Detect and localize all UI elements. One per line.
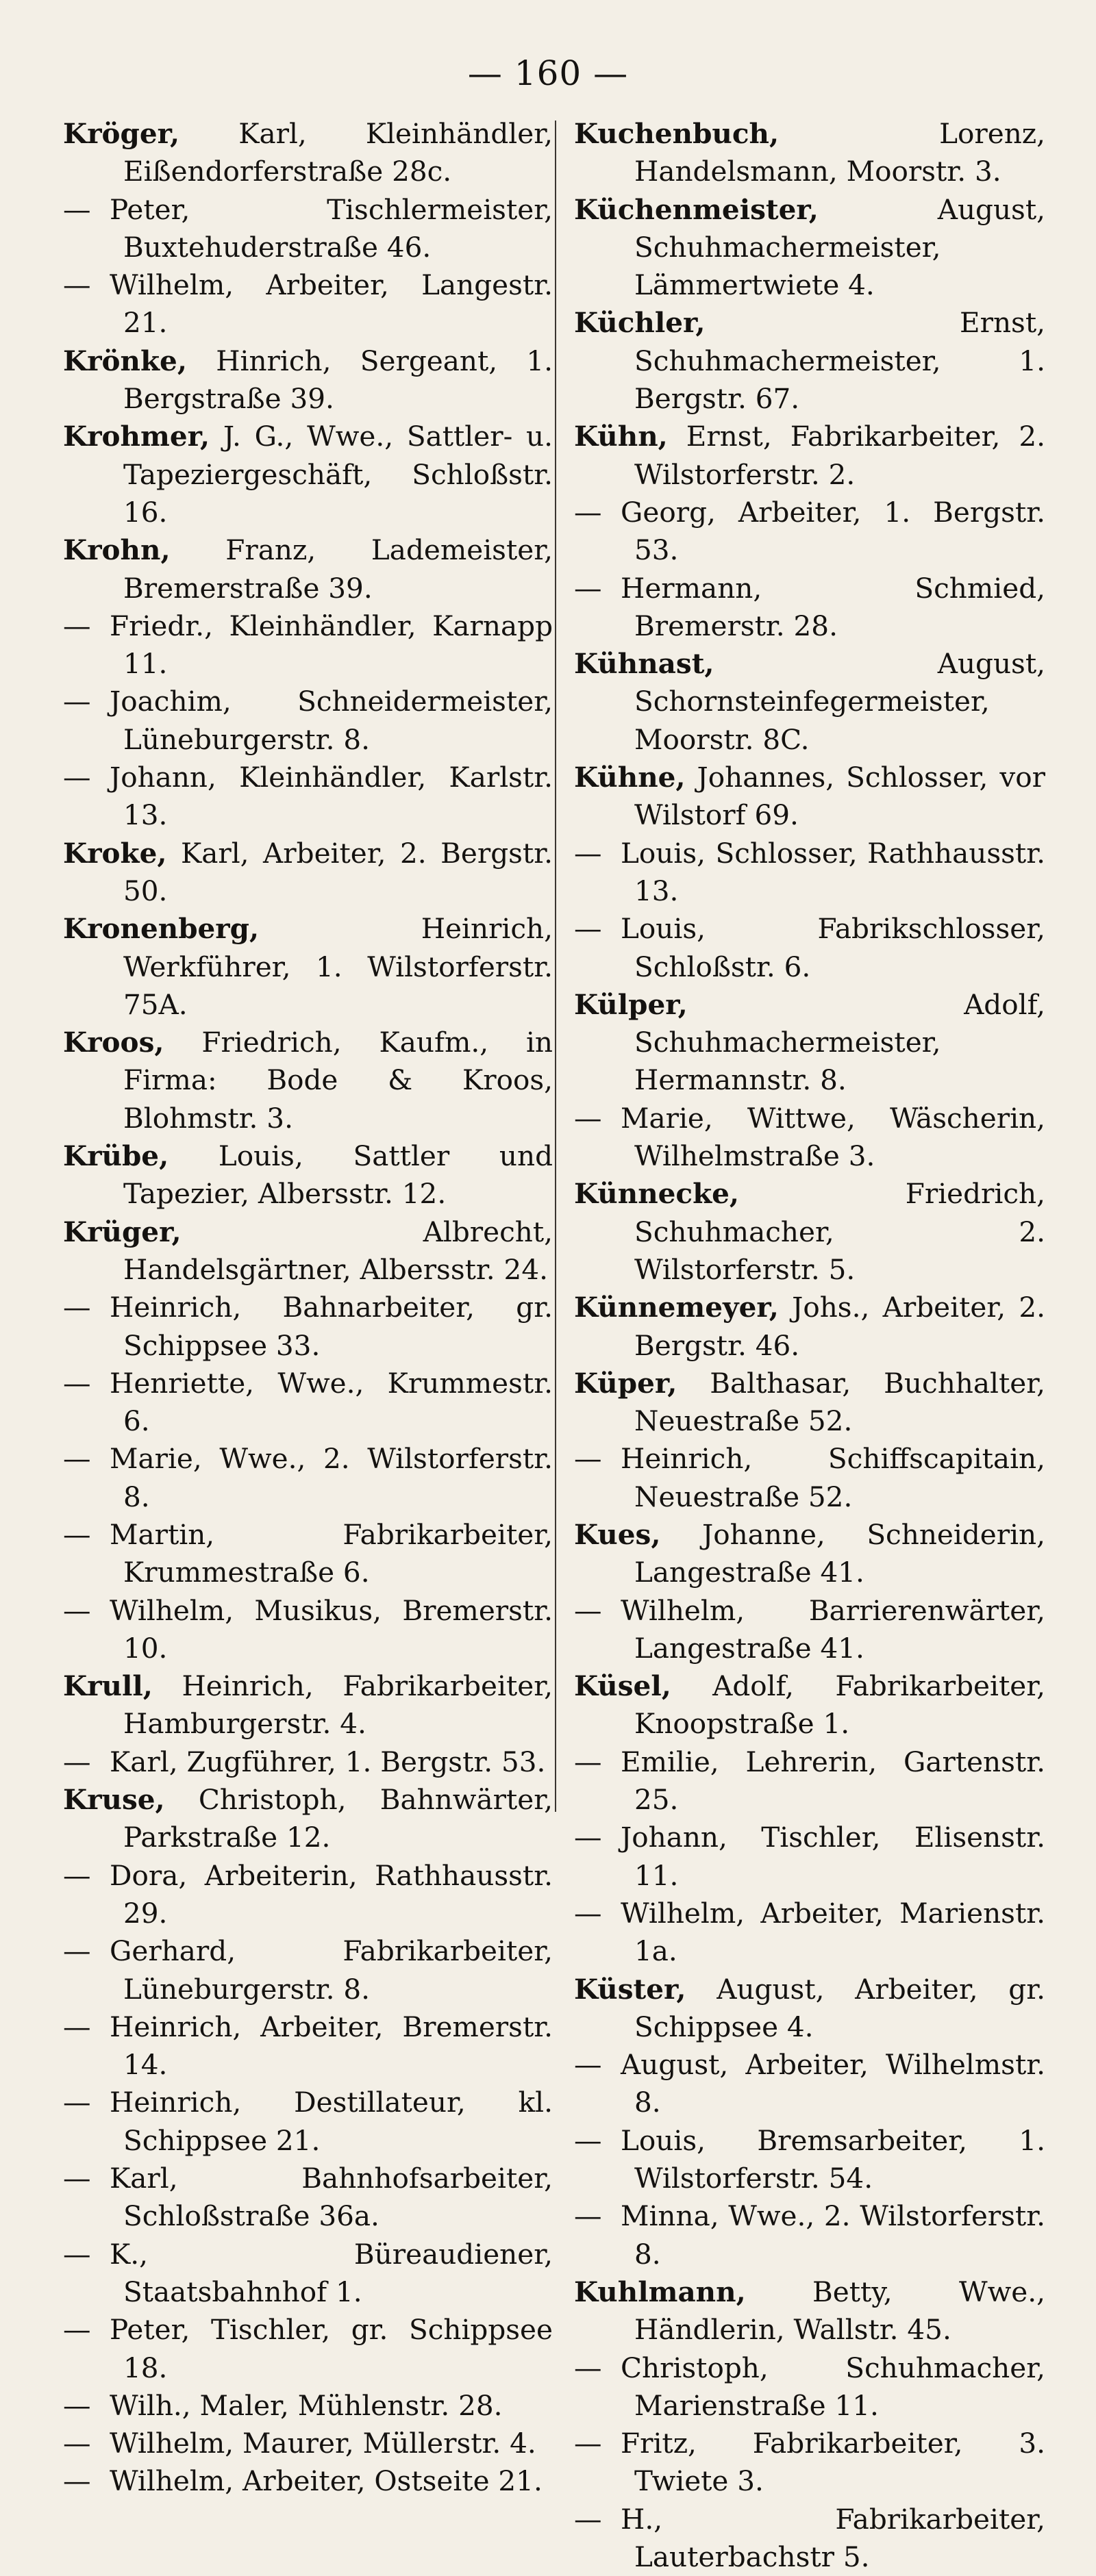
entry-details: Friedrich, Kaufm., in Firma: Bode & Kroos, Blohmstr. 3. <box>123 1026 553 1135</box>
same-surname-dash: — <box>63 2086 91 2119</box>
entry-details: Martin, Fabrikarbeiter, Krummestraße 6. <box>110 1517 553 1589</box>
directory-entry <box>63 1289 553 1365</box>
entry-details: Heinrich, Schiffscapitain, Neuestraße 52. <box>621 1442 1045 1513</box>
same-surname-dash: — <box>63 2427 91 2460</box>
directory-entry <box>574 759 1045 835</box>
directory-entry <box>574 1971 1045 2047</box>
directory-entry <box>63 2236 553 2312</box>
directory-entry <box>574 1895 1045 1971</box>
surname: Künnemeyer, <box>574 1291 779 1324</box>
directory-entry <box>574 304 1045 418</box>
directory-entry <box>574 835 1045 911</box>
directory-entry <box>574 2046 1045 2122</box>
entry-details: Joachim, Schneidermeister, Lüneburgerstr. 8. <box>110 685 553 756</box>
entry-details: Louis, Schlosser, Rathhausstr. 13. <box>621 836 1045 907</box>
entry-details: Louis, Fabrikschlosser, Schloßstr. 6. <box>621 912 1045 983</box>
directory-entry <box>63 191 553 267</box>
entry-details: Wilh., Maler, Mühlenstr. 28. <box>110 2388 503 2422</box>
entry-details: Gerhard, Fabrikarbeiter, Lüneburgerstr. 8. <box>110 1934 553 2006</box>
entry-details: Friedr., Kleinhändler, Karnapp 11. <box>110 609 553 681</box>
directory-entry <box>63 910 553 1024</box>
entry-details: Christoph, Schuhmacher, Marienstraße 11. <box>621 2351 1045 2422</box>
same-surname-dash: — <box>63 1934 91 1968</box>
directory-entry <box>574 1743 1045 1819</box>
surname: Kroke, <box>63 836 167 870</box>
surname: Kühn, <box>574 420 668 453</box>
same-surname-dash: — <box>574 1101 602 1135</box>
entry-details: Wilhelm, Arbeiter, Ostseite 21. <box>110 2464 543 2498</box>
surname: Kruse, <box>63 1783 165 1817</box>
surname: Krönke, <box>63 344 187 377</box>
entry-details: Johann, Tischler, Elisenstr. 11. <box>621 1821 1045 1892</box>
directory-entry <box>574 1819 1045 1895</box>
directory-entry <box>574 2273 1045 2349</box>
directory-entry <box>63 2008 553 2084</box>
same-surname-dash: — <box>63 1291 91 1324</box>
directory-entry <box>574 494 1045 570</box>
directory-entry <box>574 645 1045 759</box>
entry-details: Louis, Sattler und Tapezier, Albersstr. 12. <box>123 1139 553 1211</box>
entry-details: Hermann, Schmied, Bremerstr. 28. <box>621 571 1045 642</box>
directory-entry <box>63 683 553 759</box>
directory-entry <box>63 1516 553 1592</box>
directory-entry <box>63 1024 553 1137</box>
entry-details: Christoph, Bahnwärter, Parkstraße 12. <box>123 1783 553 1854</box>
directory-entry <box>63 835 553 911</box>
surname: Küper, <box>574 1366 677 1400</box>
entry-details: Heinrich, Fabrikarbeiter, Hamburgerstr. 4. <box>123 1669 553 1741</box>
same-surname-dash: — <box>574 495 602 529</box>
directory-entry <box>63 1857 553 1933</box>
directory-entry <box>63 2311 553 2387</box>
surname: Küchler, <box>574 306 706 340</box>
surname: Kronenberg, <box>63 912 260 946</box>
directory-entry <box>574 2197 1045 2273</box>
entry-details: Heinrich, Arbeiter, Bremerstr. 14. <box>110 2010 553 2082</box>
directory-entry <box>574 570 1045 646</box>
directory-entry <box>574 986 1045 1100</box>
entry-details: Johanne, Schneiderin, Langestraße 41. <box>634 1517 1045 1589</box>
directory-entry <box>574 1440 1045 1516</box>
directory-entry <box>63 1781 553 1857</box>
left-column <box>63 115 553 2501</box>
entry-details: August, Arbeiter, gr. Schippsee 4. <box>634 1972 1045 2043</box>
surname: Kroos, <box>63 1026 164 1059</box>
directory-entry <box>63 1592 553 1668</box>
same-surname-dash: — <box>63 2237 91 2271</box>
same-surname-dash: — <box>63 1858 91 1892</box>
entry-details: Wilhelm, Musikus, Bremerstr. 10. <box>110 1593 553 1665</box>
surname: Küsel, <box>574 1669 671 1703</box>
entry-details: Henriette, Wwe., Krummestr. 6. <box>110 1366 553 1438</box>
surname: Küchenmeister, <box>574 192 819 226</box>
same-surname-dash: — <box>63 685 91 718</box>
directory-entry <box>63 342 553 418</box>
directory-entry <box>574 1667 1045 1743</box>
page-number: — 160 — <box>467 53 629 93</box>
same-surname-dash: — <box>63 192 91 226</box>
directory-entry <box>574 1365 1045 1441</box>
same-surname-dash: — <box>63 1593 91 1627</box>
entry-details: Karl, Arbeiter, 2. Bergstr. 50. <box>123 836 553 907</box>
directory-entry <box>574 1592 1045 1668</box>
directory-entry <box>63 418 553 531</box>
entry-details: Johannes, Schlosser, vor Wilstorf 69. <box>634 761 1045 832</box>
directory-entry <box>574 1516 1045 1592</box>
entry-details: Adolf, Fabrikarbeiter, Knoopstraße 1. <box>634 1669 1045 1741</box>
surname: Kühne, <box>574 761 686 794</box>
directory-entry <box>63 1667 553 1743</box>
surname: Küster, <box>574 1972 686 2006</box>
directory-entry <box>63 607 553 683</box>
same-surname-dash: — <box>63 268 91 302</box>
right-column <box>574 115 1045 2576</box>
entry-details: August, Schuhmachermeister, Lämmertwiete 4. <box>634 192 1045 302</box>
same-surname-dash: — <box>574 912 602 946</box>
same-surname-dash: — <box>574 2123 602 2157</box>
entry-details: Johs., Arbeiter, 2. Bergstr. 46. <box>634 1291 1046 1362</box>
entry-details: Franz, Lademeister, Bremerstraße 39. <box>123 533 553 605</box>
entry-details: Dora, Arbeiterin, Rathhausstr. 29. <box>110 1858 553 1930</box>
directory-entry <box>574 418 1045 494</box>
directory-entry <box>574 2425 1045 2501</box>
entry-details: Marie, Wittwe, Wäscherin, Wilhelmstraße 3. <box>621 1101 1045 1173</box>
same-surname-dash: — <box>63 2313 91 2347</box>
directory-entry <box>574 1100 1045 1176</box>
entry-details: Adolf, Schuhmachermeister, Hermannstr. 8. <box>634 987 1045 1097</box>
entry-details: K., Büreaudiener, Staatsbahnhof 1. <box>110 2237 553 2308</box>
directory-entry <box>63 2462 553 2500</box>
same-surname-dash: — <box>63 1745 91 1778</box>
surname: Kühnast, <box>574 647 714 681</box>
same-surname-dash: — <box>63 2010 91 2043</box>
same-surname-dash: — <box>574 2502 602 2536</box>
same-surname-dash: — <box>574 2199 602 2233</box>
same-surname-dash: — <box>63 1366 91 1400</box>
entry-details: Marie, Wwe., 2. Wilstorferstr. 8. <box>110 1442 553 1513</box>
same-surname-dash: — <box>63 1442 91 1476</box>
entry-details: August, Arbeiter, Wilhelmstr. 8. <box>621 2048 1045 2119</box>
same-surname-dash: — <box>574 571 602 605</box>
entry-details: Johann, Kleinhändler, Karlstr. 13. <box>110 761 553 832</box>
entry-details: Karl, Kleinhändler, Eißendorferstraße 28c. <box>123 117 553 188</box>
entry-details: Wilhelm, Barrierenwärter, Langestraße 41. <box>621 1593 1045 1665</box>
entry-details: Georg, Arbeiter, 1. Bergstr. 53. <box>621 495 1045 567</box>
directory-entry <box>63 531 553 607</box>
same-surname-dash: — <box>574 1745 602 1778</box>
entry-details: Karl, Bahnhofsarbeiter, Schloßstraße 36a. <box>110 2162 553 2233</box>
entry-details: Hinrich, Sergeant, 1. Bergstraße 39. <box>123 344 553 416</box>
entry-details: Louis, Bremsarbeiter, 1. Wilstorferstr. 54. <box>621 2123 1045 2195</box>
directory-entry <box>574 910 1045 986</box>
entry-details: Heinrich, Werkführer, 1. Wilstorferstr. 75A. <box>123 912 553 1021</box>
directory-entry <box>574 2349 1045 2425</box>
same-surname-dash: — <box>63 2162 91 2195</box>
surname: Kues, <box>574 1517 661 1551</box>
same-surname-dash: — <box>63 2388 91 2422</box>
directory-entry <box>63 1932 553 2008</box>
same-surname-dash: — <box>574 2351 602 2384</box>
entry-details: Karl, Zugführer, 1. Bergstr. 53. <box>110 1745 546 1778</box>
entry-details: Wilhelm, Maurer, Müllerstr. 4. <box>110 2427 536 2460</box>
directory-entry <box>574 1175 1045 1289</box>
entry-details: Balthasar, Buchhalter, Neuestraße 52. <box>634 1366 1045 1438</box>
directory-entry <box>63 759 553 835</box>
same-surname-dash: — <box>63 2464 91 2498</box>
same-surname-dash: — <box>574 836 602 870</box>
entry-details: August, Schornsteinfegermeister, Moorstr. 8C. <box>634 647 1045 756</box>
surname: Krübe, <box>63 1139 169 1173</box>
directory-entry <box>63 1440 553 1516</box>
surname: Künnecke, <box>574 1177 740 1211</box>
directory-entry <box>63 2084 553 2160</box>
entry-details: Heinrich, Destillateur, kl. Schippsee 21. <box>110 2086 553 2157</box>
entry-details: Fritz, Fabrikarbeiter, 3. Twiete 3. <box>621 2427 1045 2498</box>
directory-entry <box>63 266 553 342</box>
surname: Krohmer, <box>63 420 210 453</box>
same-surname-dash: — <box>574 1593 602 1627</box>
entry-details: Betty, Wwe., Händlerin, Wallstr. 45. <box>634 2275 1045 2347</box>
same-surname-dash: — <box>63 609 91 642</box>
same-surname-dash: — <box>63 1517 91 1551</box>
surname: Krüger, <box>63 1215 182 1248</box>
directory-entry <box>63 115 553 191</box>
entry-details: Heinrich, Bahnarbeiter, gr. Schippsee 33. <box>110 1291 553 1362</box>
same-surname-dash: — <box>574 1442 602 1476</box>
column-divider <box>555 121 556 1812</box>
surname: Külper, <box>574 987 688 1021</box>
surname: Kuhlmann, <box>574 2275 746 2308</box>
same-surname-dash: — <box>574 1821 602 1854</box>
directory-entry <box>63 2387 553 2425</box>
directory-entry <box>574 115 1045 191</box>
entry-details: Friedrich, Schuhmacher, 2. Wilstorferstr. 5. <box>634 1177 1045 1286</box>
directory-entry <box>574 1289 1045 1365</box>
entry-details: Ernst, Fabrikarbeiter, 2. Wilstorferstr. 2. <box>634 420 1045 491</box>
same-surname-dash: — <box>574 1896 602 1930</box>
entry-details: Lorenz, Handelsmann, Moorstr. 3. <box>634 117 1045 188</box>
surname: Krohn, <box>63 533 171 567</box>
entry-details: Peter, Tischlermeister, Buxtehuderstraße 46. <box>110 192 553 264</box>
same-surname-dash: — <box>574 2427 602 2460</box>
directory-entry <box>574 2122 1045 2198</box>
surname: Kuchenbuch, <box>574 117 780 150</box>
entry-details: Wilhelm, Arbeiter, Marienstr. 1a. <box>621 1896 1045 1968</box>
directory-entry <box>574 2501 1045 2576</box>
directory-entry <box>574 191 1045 305</box>
entry-details: J. G., Wwe., Sattler- u. Tapeziergeschäft, Schloßstr. 16. <box>123 420 553 529</box>
entry-details: Emilie, Lehrerin, Gartenstr. 25. <box>621 1745 1045 1817</box>
entry-details: Wilhelm, Arbeiter, Langestr. 21. <box>110 268 553 340</box>
directory-entry <box>63 1213 553 1289</box>
entry-details: H., Fabrikarbeiter, Lauterbachstr 5. <box>621 2502 1045 2573</box>
directory-entry <box>63 1365 553 1441</box>
same-surname-dash: — <box>574 2048 602 2082</box>
entry-details: Ernst, Schuhmachermeister, 1. Bergstr. 67. <box>634 306 1045 416</box>
same-surname-dash: — <box>63 761 91 794</box>
surname: Krull, <box>63 1669 153 1703</box>
entry-details: Peter, Tischler, gr. Schippsee 18. <box>110 2313 553 2384</box>
directory-entry <box>63 2425 553 2462</box>
directory-entry <box>63 2160 553 2236</box>
surname: Kröger, <box>63 117 180 150</box>
entry-details: Albrecht, Handelsgärtner, Albersstr. 24. <box>123 1215 553 1286</box>
directory-entry <box>63 1137 553 1213</box>
entry-details: Minna, Wwe., 2. Wilstorferstr. 8. <box>621 2199 1045 2271</box>
directory-entry <box>63 1743 553 1781</box>
